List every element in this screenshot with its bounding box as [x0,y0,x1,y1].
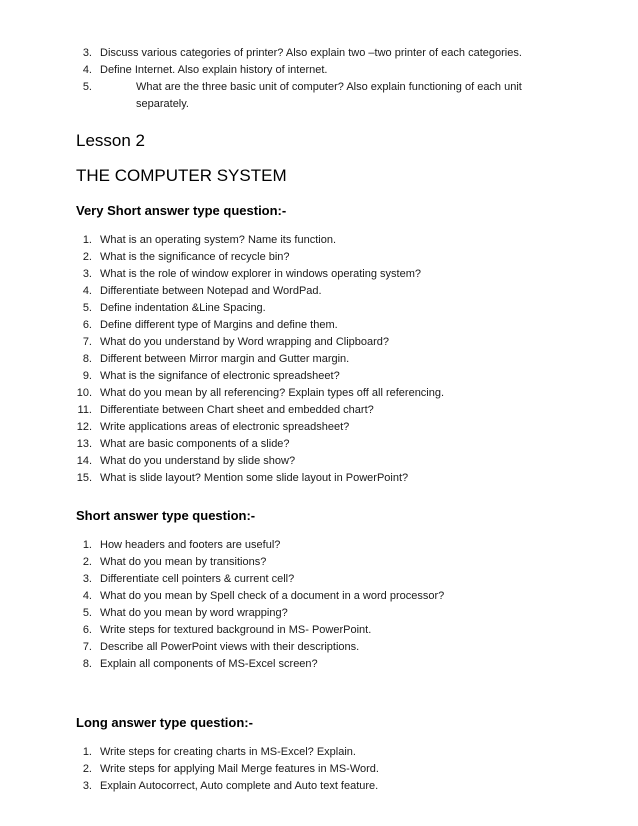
item-text: What do you mean by transitions? [100,556,267,568]
item-number: 1. [82,539,92,551]
item-text: Write steps for creating charts in MS-Excel? Explain. [100,746,356,758]
item-number: 11. [77,404,92,416]
item-text: Write steps for applying Mail Merge features in MS-Word. [100,763,379,775]
list-item [64,62,540,79]
item-text: How headers and footers are useful? [100,539,281,551]
item-number: 7. [82,641,92,653]
item-text: Write applications areas of electronic spreadsheet? [100,421,350,433]
item-number: 5. [82,607,92,619]
item-number: 2. [82,556,92,568]
item-text: What are basic components of a slide? [100,438,290,450]
chapter-title: THE COMPUTER SYSTEM [76,166,287,185]
item-text: What do you understand by Word wrapping and Clipboard? [100,336,390,348]
item-number: 12. [76,421,92,433]
item-text: What is the signifance of electronic spreadsheet? [100,370,340,382]
item-number: 2. [82,251,92,263]
item-text: Differentiate between Chart sheet and embedded chart? [100,404,374,416]
item-text: Write steps for textured background in MS- PowerPoint. [100,624,372,636]
item-number: 14. [76,455,92,467]
item-text: What is the role of window explorer in windows operating system? [100,268,421,280]
item-text: Discuss various categories of printer? Also explain two –two printer of each categories. [100,47,522,59]
item-number: 8. [82,353,92,365]
item-text: Define indentation &Line Spacing. [100,302,266,314]
item-number: 6. [82,624,92,636]
item-number: 15. [76,472,92,484]
item-number: 2. [82,763,92,775]
list-item [64,79,540,113]
list-item [64,45,540,62]
item-number: 9. [82,370,92,382]
item-number: 4. [82,64,92,76]
item-text: Differentiate cell pointers & current cell? [100,573,295,585]
item-text: What do you understand by slide show? [100,455,296,467]
item-number: 5. [82,302,92,314]
item-text: What is the significance of recycle bin? [100,251,290,263]
item-number: 3. [82,780,92,792]
item-text: What is slide layout? Mention some slide layout in PowerPoint? [100,472,409,484]
item-number: 6. [82,319,92,331]
item-number: 5. [82,81,92,93]
item-text: Differentiate between Notepad and WordPad. [100,285,322,297]
long-heading: Long answer type question:- [76,715,253,730]
item-text: Describe all PowerPoint views with their descriptions. [100,641,360,653]
item-text: What is an operating system? Name its function. [100,234,336,246]
item-text: Define different type of Margins and define them. [100,319,338,331]
short-heading: Short answer type question:- [76,508,256,523]
lesson-title: Lesson 2 [76,131,145,150]
item-number: 3. [82,47,92,59]
item-text: What do you mean by word wrapping? [100,607,288,619]
very-short-heading: Very Short answer type question:- [76,203,287,218]
item-text: What do you mean by Spell check of a document in a word processor? [100,590,445,602]
item-text: What do you mean by all referencing? Explain types off all referencing. [100,387,445,399]
item-number: 1. [82,746,92,758]
item-number: 1. [82,234,92,246]
item-number: 4. [82,285,92,297]
item-number: 8. [82,658,92,670]
item-number: 3. [82,268,92,280]
item-number: 7. [82,336,92,348]
intro-question-list [64,45,540,113]
item-number: 13. [76,438,92,450]
item-number: 3. [82,573,92,585]
item-text: Explain all components of MS-Excel screen? [100,658,318,670]
item-text: What are the three basic unit of computer? Also explain functioning of each unit separately. [136,81,522,110]
item-text: Explain Autocorrect, Auto complete and Auto text feature. [100,780,379,792]
item-number: 10. [76,387,92,399]
item-text: Different between Mirror margin and Gutter margin. [100,353,350,365]
item-number: 4. [82,590,92,602]
item-text: Define Internet. Also explain history of internet. [100,64,328,76]
